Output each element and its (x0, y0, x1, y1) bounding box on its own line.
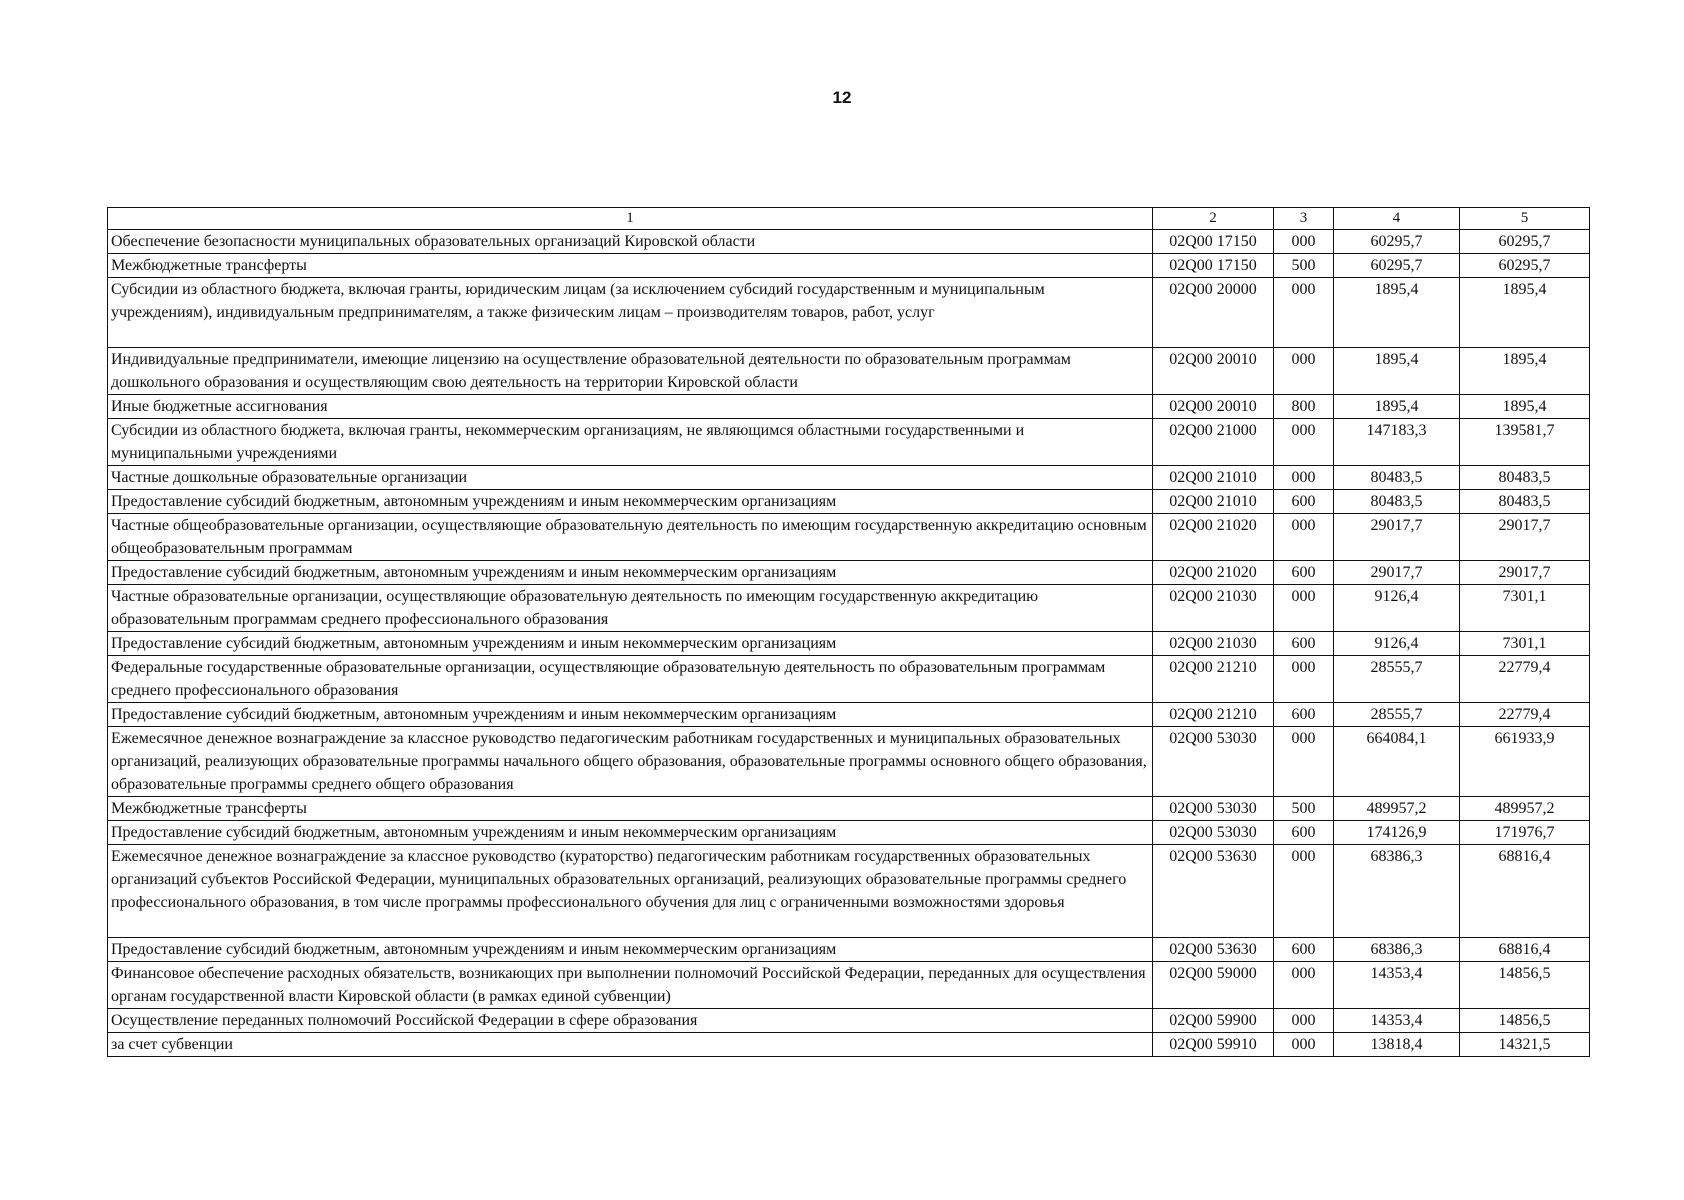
table-row (108, 466, 1590, 490)
row-value-col5-cell: 60295,7 (1460, 230, 1590, 254)
row-code-cell: 02Q00 59900 (1153, 1009, 1274, 1033)
row-type-cell: 500 (1274, 797, 1334, 821)
row-value-col4-cell: 80483,5 (1334, 490, 1460, 514)
row-name-cell: Предоставление субсидий бюджетным, автономным учреждениям и иным некоммерческим организациям (108, 632, 1153, 656)
row-code-cell: 02Q00 59000 (1153, 962, 1274, 1009)
header-row (108, 208, 1590, 230)
table-row (108, 348, 1590, 395)
row-value-col5-cell: 60295,7 (1460, 254, 1590, 278)
table-row (108, 962, 1590, 1009)
row-value-col5-cell: 80483,5 (1460, 466, 1590, 490)
row-name-cell: Осуществление переданных полномочий Российской Федерации в сфере образования (108, 1009, 1153, 1033)
row-name-cell: за счет субвенции (108, 1033, 1153, 1057)
row-code-cell: 02Q00 59910 (1153, 1033, 1274, 1057)
row-name-cell: Межбюджетные трансферты (108, 254, 1153, 278)
header-col-3: 3 (1274, 208, 1334, 230)
table-row (108, 561, 1590, 585)
row-code-cell: 02Q00 17150 (1153, 230, 1274, 254)
row-type-cell: 000 (1274, 278, 1334, 348)
table-row (108, 845, 1590, 938)
row-type-cell: 600 (1274, 632, 1334, 656)
table-row (108, 514, 1590, 561)
budget-table (107, 207, 1590, 1057)
row-value-col5-cell: 68816,4 (1460, 845, 1590, 938)
table-row (108, 1033, 1590, 1057)
row-value-col4-cell: 29017,7 (1334, 514, 1460, 561)
row-value-col4-cell: 664084,1 (1334, 727, 1460, 797)
table-row (108, 1009, 1590, 1033)
row-code-cell: 02Q00 20010 (1153, 395, 1274, 419)
row-name-cell: Предоставление субсидий бюджетным, автономным учреждениям и иным некоммерческим организациям (108, 703, 1153, 727)
row-value-col5-cell: 139581,7 (1460, 419, 1590, 466)
table-row (108, 585, 1590, 632)
row-value-col5-cell: 29017,7 (1460, 514, 1590, 561)
row-value-col5-cell: 22779,4 (1460, 656, 1590, 703)
row-type-cell: 000 (1274, 466, 1334, 490)
table-row (108, 419, 1590, 466)
table-body (108, 230, 1590, 1057)
row-value-col5-cell: 661933,9 (1460, 727, 1590, 797)
row-type-cell: 800 (1274, 395, 1334, 419)
row-type-cell: 000 (1274, 727, 1334, 797)
row-name-cell: Предоставление субсидий бюджетным, автономным учреждениям и иным некоммерческим организациям (108, 490, 1153, 514)
header-col-4: 4 (1334, 208, 1460, 230)
row-value-col4-cell: 60295,7 (1334, 254, 1460, 278)
row-type-cell: 000 (1274, 419, 1334, 466)
table-row (108, 938, 1590, 962)
row-value-col4-cell: 28555,7 (1334, 656, 1460, 703)
row-value-col5-cell: 14856,5 (1460, 1009, 1590, 1033)
row-value-col4-cell: 68386,3 (1334, 845, 1460, 938)
row-name-cell: Предоставление субсидий бюджетным, автономным учреждениям и иным некоммерческим организациям (108, 938, 1153, 962)
row-value-col4-cell: 174126,9 (1334, 821, 1460, 845)
row-name-cell: Ежемесячное денежное вознаграждение за классное руководство (кураторство) педагогическим работникам государственных образовательных организаций субъектов Российской Федерации, муниципальных образовательных организаций, реализующих образовательные программы среднего профессионального образования, в том числе программы профессионального обучения для лиц с ограниченными возможностями здоровья (108, 845, 1153, 938)
row-name-cell: Частные дошкольные образовательные организации (108, 466, 1153, 490)
row-value-col5-cell: 7301,1 (1460, 632, 1590, 656)
table-row (108, 230, 1590, 254)
row-name-cell: Субсидии из областного бюджета, включая гранты, некоммерческим организациям, не являющимся областными государственными и муниципальными учреждениями (108, 419, 1153, 466)
table-row (108, 254, 1590, 278)
row-value-col4-cell: 60295,7 (1334, 230, 1460, 254)
row-name-cell: Индивидуальные предприниматели, имеющие лицензию на осуществление образовательной деятельности по образовательным программам дошкольного образования и осуществляющим свою деятельность на территории Кировской области (108, 348, 1153, 395)
row-value-col4-cell: 1895,4 (1334, 278, 1460, 348)
row-code-cell: 02Q00 53630 (1153, 938, 1274, 962)
row-value-col5-cell: 1895,4 (1460, 348, 1590, 395)
row-type-cell: 000 (1274, 656, 1334, 703)
row-code-cell: 02Q00 21020 (1153, 514, 1274, 561)
row-type-cell: 600 (1274, 703, 1334, 727)
table-row (108, 632, 1590, 656)
row-type-cell: 000 (1274, 348, 1334, 395)
row-value-col4-cell: 1895,4 (1334, 395, 1460, 419)
row-value-col4-cell: 28555,7 (1334, 703, 1460, 727)
row-code-cell: 02Q00 53030 (1153, 797, 1274, 821)
page-number: 12 (832, 88, 852, 107)
row-type-cell: 600 (1274, 938, 1334, 962)
row-type-cell: 600 (1274, 821, 1334, 845)
row-code-cell: 02Q00 21030 (1153, 632, 1274, 656)
row-code-cell: 02Q00 53630 (1153, 845, 1274, 938)
row-type-cell: 500 (1274, 254, 1334, 278)
row-value-col5-cell: 14321,5 (1460, 1033, 1590, 1057)
row-type-cell: 000 (1274, 1009, 1334, 1033)
row-value-col5-cell: 489957,2 (1460, 797, 1590, 821)
row-code-cell: 02Q00 21210 (1153, 703, 1274, 727)
row-name-cell: Частные общеобразовательные организации, осуществляющие образовательную деятельность по имеющим государственную аккредитацию основным общеобразовательным программам (108, 514, 1153, 561)
row-code-cell: 02Q00 53030 (1153, 821, 1274, 845)
row-name-cell: Обеспечение безопасности муниципальных образовательных организаций Кировской области (108, 230, 1153, 254)
row-type-cell: 000 (1274, 1033, 1334, 1057)
row-type-cell: 000 (1274, 514, 1334, 561)
row-value-col4-cell: 80483,5 (1334, 466, 1460, 490)
row-type-cell: 600 (1274, 490, 1334, 514)
row-name-cell: Предоставление субсидий бюджетным, автономным учреждениям и иным некоммерческим организациям (108, 561, 1153, 585)
row-value-col4-cell: 9126,4 (1334, 632, 1460, 656)
row-type-cell: 000 (1274, 845, 1334, 938)
row-type-cell: 000 (1274, 230, 1334, 254)
table-row (108, 395, 1590, 419)
row-value-col5-cell: 171976,7 (1460, 821, 1590, 845)
row-value-col5-cell: 29017,7 (1460, 561, 1590, 585)
row-code-cell: 02Q00 21010 (1153, 490, 1274, 514)
row-name-cell: Ежемесячное денежное вознаграждение за классное руководство педагогическим работникам государственных и муниципальных образовательных организаций, реализующих образовательные программы начального общего образования, образовательные программы основного общего образования, образовательные программы среднего общего образования (108, 727, 1153, 797)
row-value-col5-cell: 7301,1 (1460, 585, 1590, 632)
table-row (108, 821, 1590, 845)
row-name-cell: Субсидии из областного бюджета, включая гранты, юридическим лицам (за исключением субсидий государственным и муниципальным учреждениям), индивидуальным предпринимателям, а также физическим лицам – производителям товаров, работ, услуг (108, 278, 1153, 348)
table-row (108, 490, 1590, 514)
row-name-cell: Иные бюджетные ассигнования (108, 395, 1153, 419)
row-code-cell: 02Q00 21010 (1153, 466, 1274, 490)
row-name-cell: Частные образовательные организации, осуществляющие образовательную деятельность по имеющим государственную аккредитацию образовательным программам среднего профессионального образования (108, 585, 1153, 632)
row-value-col5-cell: 80483,5 (1460, 490, 1590, 514)
row-name-cell: Предоставление субсидий бюджетным, автономным учреждениям и иным некоммерческим организациям (108, 821, 1153, 845)
row-value-col5-cell: 1895,4 (1460, 278, 1590, 348)
row-value-col4-cell: 14353,4 (1334, 1009, 1460, 1033)
row-value-col4-cell: 147183,3 (1334, 419, 1460, 466)
row-name-cell: Федеральные государственные образовательные организации, осуществляющие образовательную деятельность по образовательным программам среднего профессионального образования (108, 656, 1153, 703)
row-value-col5-cell: 22779,4 (1460, 703, 1590, 727)
table-row (108, 656, 1590, 703)
row-code-cell: 02Q00 17150 (1153, 254, 1274, 278)
row-value-col5-cell: 14856,5 (1460, 962, 1590, 1009)
row-value-col4-cell: 489957,2 (1334, 797, 1460, 821)
header-col-1: 1 (108, 208, 1153, 230)
row-name-cell: Межбюджетные трансферты (108, 797, 1153, 821)
header-col-5: 5 (1460, 208, 1590, 230)
row-value-col4-cell: 68386,3 (1334, 938, 1460, 962)
table-row (108, 278, 1590, 348)
table-row (108, 797, 1590, 821)
row-type-cell: 600 (1274, 561, 1334, 585)
row-code-cell: 02Q00 20000 (1153, 278, 1274, 348)
row-value-col4-cell: 9126,4 (1334, 585, 1460, 632)
row-value-col4-cell: 14353,4 (1334, 962, 1460, 1009)
header-col-2: 2 (1153, 208, 1274, 230)
row-value-col4-cell: 13818,4 (1334, 1033, 1460, 1057)
row-value-col5-cell: 1895,4 (1460, 395, 1590, 419)
row-code-cell: 02Q00 21210 (1153, 656, 1274, 703)
row-value-col4-cell: 1895,4 (1334, 348, 1460, 395)
row-code-cell: 02Q00 21030 (1153, 585, 1274, 632)
row-code-cell: 02Q00 21000 (1153, 419, 1274, 466)
row-code-cell: 02Q00 21020 (1153, 561, 1274, 585)
table-row (108, 703, 1590, 727)
row-type-cell: 000 (1274, 585, 1334, 632)
row-type-cell: 000 (1274, 962, 1334, 1009)
row-name-cell: Финансовое обеспечение расходных обязательств, возникающих при выполнении полномочий Российской Федерации, переданных для осуществления органам государственной власти Кировской области (в рамках единой субвенции) (108, 962, 1153, 1009)
row-code-cell: 02Q00 53030 (1153, 727, 1274, 797)
row-code-cell: 02Q00 20010 (1153, 348, 1274, 395)
row-value-col5-cell: 68816,4 (1460, 938, 1590, 962)
row-value-col4-cell: 29017,7 (1334, 561, 1460, 585)
table-row (108, 727, 1590, 797)
